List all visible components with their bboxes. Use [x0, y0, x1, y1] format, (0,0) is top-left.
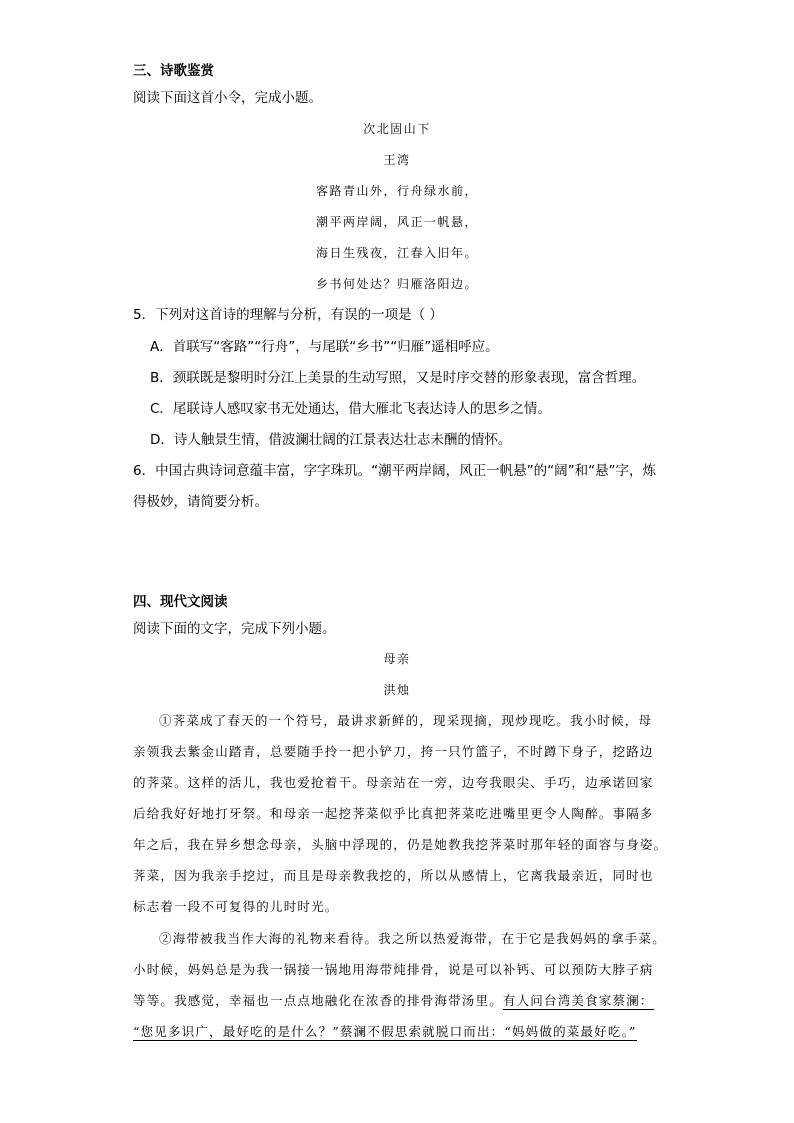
article-paragraph-line: ②海带被我当作大海的礼物来看待。我之所以热爱海带，在于它是我妈妈的拿手菜。 — [159, 931, 666, 946]
article-paragraph-line: 小时候，妈妈总是为我一锅接一锅地用海带炖排骨，说是可以补钙、可以预防大脖子病 — [133, 962, 654, 977]
article-paragraph-line: 亲领我去紫金山踏青，总要随手拎一把小铲刀，挎一只竹篮子，不时蹲下身子，挖路边 — [133, 744, 654, 759]
section-heading-modern-reading: 四、现代文阅读 — [133, 594, 228, 610]
section-intro-modern-reading: 阅读下面的文字，完成下列小题。 — [133, 621, 336, 637]
article-paragraph-line: 的荠菜。这样的活儿，我也爱抢着干。母亲站在一旁，边夸我眼尖、手巧，边承诺回家 — [133, 775, 654, 790]
question-6-line1: 6．中国古典诗词意蕴丰富，字字珠玑。“潮平两岸阔，风正一帆悬”的“阔”和“悬”字，炼 — [133, 463, 657, 479]
article-paragraph-line: 荠菜，因为我亲手挖过，而且是母亲教我挖的，所以从感情上，它离我最亲近，同时也 — [133, 868, 654, 883]
poem-line: 客路青山外，行舟绿水前， — [315, 184, 478, 198]
poem-title: 次北固山下 — [363, 122, 431, 136]
question-5-option-b: B．颈联既是黎明时分江上美景的生动写照，又是时序交替的形象表现，富含哲理。 — [150, 370, 646, 386]
poem-line: 海日生残夜，江春入旧年。 — [315, 246, 478, 260]
question-5-option-c: C．尾联诗人感叹家书无处通达，借大雁北飞表达诗人的思乡之情。 — [150, 401, 551, 417]
underlined-sentence: 有人问台湾美食家蔡澜： — [502, 993, 654, 1008]
article-paragraph-line: ①荠菜成了春天的一个符号，最讲求新鲜的，现采现摘，现炒现吃。我小时候，母 — [159, 713, 653, 728]
poem-line: 潮平两岸阔，风正一帆悬， — [315, 215, 478, 229]
question-6-line2: 得极妙，请简要分析。 — [133, 494, 268, 510]
section-heading-poetry: 三、诗歌鉴赏 — [133, 63, 214, 79]
article-author: 洪烛 — [383, 683, 411, 697]
article-paragraph-line — [133, 1022, 637, 1042]
article-title: 母亲 — [383, 652, 411, 666]
question-5-option-d: D．诗人触景生情，借波澜壮阔的江景表达壮志未酬的情怀。 — [150, 432, 512, 448]
article-paragraph-line: 标志着一段不可复得的儿时时光。 — [133, 899, 339, 914]
poem-author: 王湾 — [383, 153, 411, 167]
section-intro-poetry: 阅读下面这首小令，完成小题。 — [133, 90, 322, 106]
poem-line: 乡书何处达？归雁洛阳边。 — [315, 277, 478, 291]
article-paragraph-line: 后给我好好地打牙祭。和母亲一起挖荠菜似乎比真把荠菜吃进嘴里更令人陶醉。事隔多 — [133, 806, 654, 821]
question-5-option-a: A．首联写“客路”“行舟”，与尾联“乡书”“归雁”遥相呼应。 — [150, 339, 499, 355]
underlined-sentence: “您见多识广，最好吃的是什么？”蔡澜不假思索就脱口而出：“妈妈做的菜最好吃。” — [133, 1024, 637, 1039]
question-5-stem: 5．下列对这首诗的理解与分析，有误的一项是（ ） — [133, 307, 443, 323]
article-text: 等等。我感觉，幸福也一点点地融化在浓香的排骨海带汤里。 — [133, 993, 503, 1008]
article-paragraph-line — [133, 991, 654, 1011]
article-paragraph-line: 年之后，我在异乡想念母亲，头脑中浮现的，仍是她教我挖荠菜时那年轻的面容与身姿。 — [133, 837, 668, 852]
